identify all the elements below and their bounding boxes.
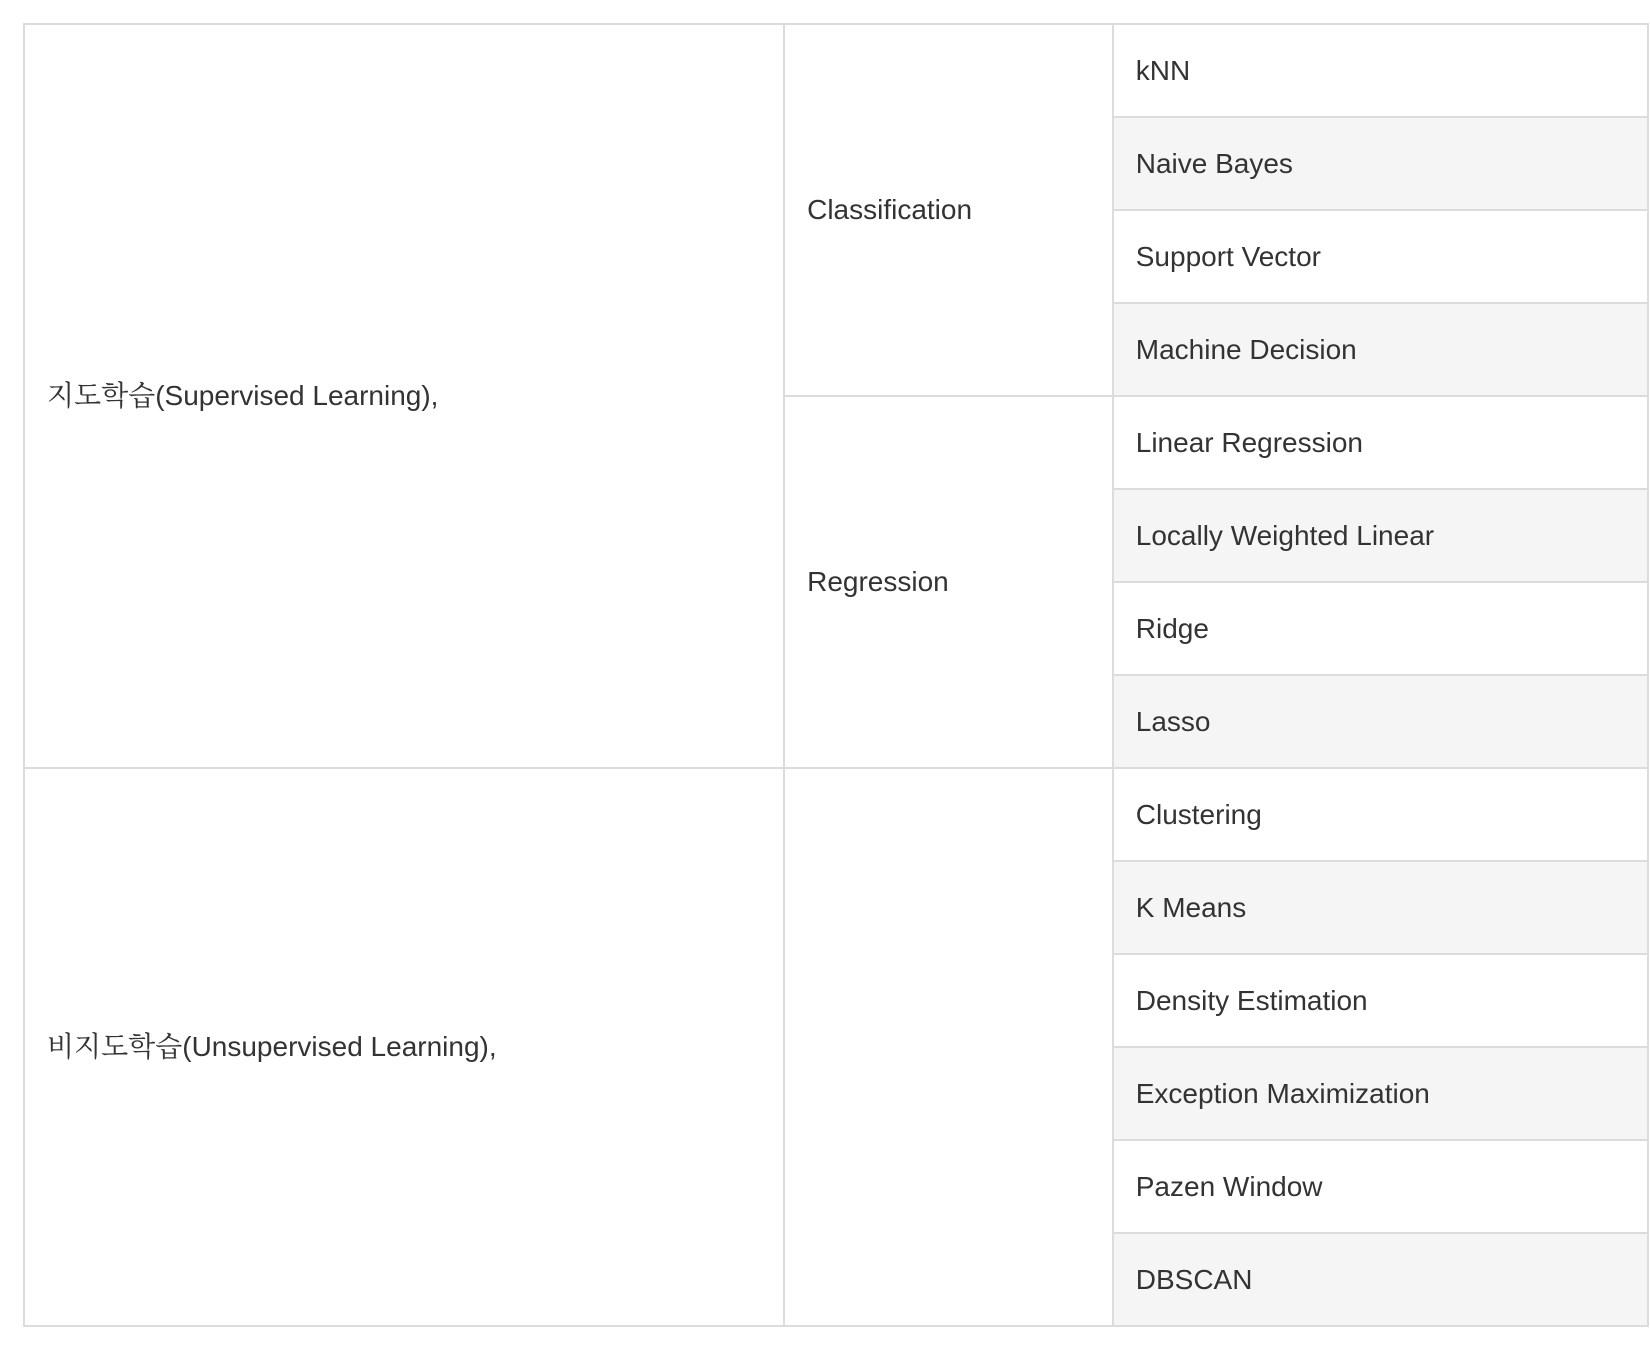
supervised-learning-cell: 지도학습(Supervised Learning), (24, 24, 784, 768)
table-row (24, 24, 1648, 117)
algorithm-locally-weighted-linear: Locally Weighted Linear (1113, 489, 1648, 582)
algorithm-ridge: Ridge (1113, 582, 1648, 675)
unsupervised-subgroup-cell (784, 768, 1113, 1326)
algorithm-knn: kNN (1113, 24, 1648, 117)
algorithm-k-means: K Means (1113, 861, 1648, 954)
algorithm-exception-maximization: Exception Maximization (1113, 1047, 1648, 1140)
algorithm-naive-bayes: Naive Bayes (1113, 117, 1648, 210)
algorithm-linear-regression: Linear Regression (1113, 396, 1648, 489)
regression-cell: Regression (784, 396, 1113, 768)
algorithm-clustering: Clustering (1113, 768, 1648, 861)
algorithm-dbscan: DBSCAN (1113, 1233, 1648, 1326)
unsupervised-learning-cell: 비지도학습(Unsupervised Learning), (24, 768, 784, 1326)
classification-cell: Classification (784, 24, 1113, 396)
ml-algorithm-table (23, 23, 1649, 1327)
algorithm-pazen-window: Pazen Window (1113, 1140, 1648, 1233)
table-row (24, 768, 1648, 861)
algorithm-density-estimation: Density Estimation (1113, 954, 1648, 1047)
algorithm-machine-decision: Machine Decision (1113, 303, 1648, 396)
algorithm-support-vector: Support Vector (1113, 210, 1648, 303)
algorithm-lasso: Lasso (1113, 675, 1648, 768)
